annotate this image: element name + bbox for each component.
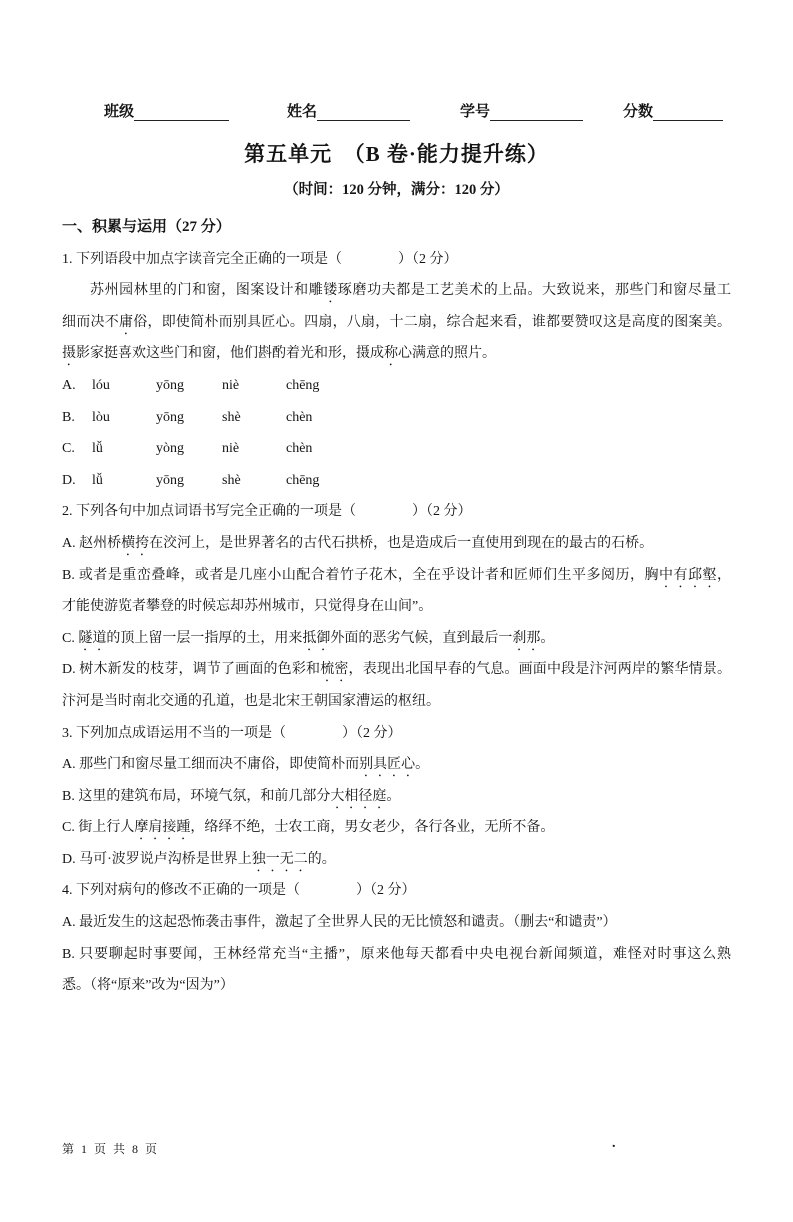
emphasized-text: 独一无二 (251, 851, 308, 867)
text-run: 。 (386, 788, 401, 804)
q1-stem: 1. 下列语段中加点字读音完全正确的一项是（ ）（2 分） (62, 251, 458, 267)
paper-title: 第五单元 （B 卷·能力提升练） (244, 142, 549, 166)
emphasized-text: 中有邱壑 (658, 567, 717, 583)
text-run: C. 街上行人 (62, 820, 135, 836)
q3-stem: 3. 下列加点成语运用不当的一项是（ ）（2 分） (62, 725, 402, 741)
score-blank (653, 104, 723, 121)
emphasized-text: 抵御 (302, 630, 331, 646)
score-label: 分数 (623, 104, 654, 120)
q2-option-a (62, 528, 731, 560)
page (62, 100, 731, 1002)
option-label: A. (62, 377, 76, 393)
q1-option-b (62, 402, 731, 434)
q2-option-d-line-2 (62, 686, 731, 718)
emphasized-text: 庸 (118, 314, 134, 330)
text-run: 在洨河上，是世界著名的古代石拱桥，也是造成后一直使用到现在的最古的石桥。 (149, 535, 654, 551)
class-field (104, 100, 229, 121)
text-run: 琢磨功夫都是工艺美术的上品。大致说来，那些门和窗尽量工 (337, 283, 732, 299)
emphasized-text: 大相径庭 (330, 788, 387, 804)
pinyin-cell: yōng (156, 409, 184, 425)
q3-option-b (62, 781, 731, 813)
emphasized-text: 镂 (323, 283, 338, 299)
pinyin-cell: chèn (286, 441, 313, 457)
name-label: 姓名 (287, 104, 318, 120)
emphasized-text: 梳密 (320, 662, 349, 678)
q2-option-b-line-2 (62, 591, 731, 623)
student-id-blank (490, 104, 583, 121)
pinyin-cell: lòu (92, 409, 110, 425)
q2-option-d-line-1 (62, 654, 731, 686)
paper-subtitle: （时间：120 分钟，满分：120 分） (284, 182, 509, 198)
q1-passage-line-3 (62, 338, 731, 370)
pinyin-cell: chēng (286, 472, 320, 488)
name-blank (317, 104, 410, 121)
text-run: A. 那些门和窗尽量工细而决不庸俗，即使简朴而 (62, 757, 360, 773)
emphasized-text: 横挎 (121, 535, 150, 551)
text-run: 外面的恶劣气候，直到最后一 (330, 630, 513, 646)
student-id-label: 学号 (460, 104, 491, 120)
text-run: D. 树木新发的枝芽，调节了画面的色彩和 (62, 662, 321, 678)
text-run: B. 这里的建筑布局，环境气氛，和前几部分 (62, 788, 331, 804)
option-label: C. (62, 441, 75, 457)
pinyin-cell: shè (222, 409, 241, 425)
class-label: 班级 (104, 104, 135, 120)
text-run: 的顶上留一层一指厚的土，用来 (106, 630, 303, 646)
pinyin-cell: niè (222, 377, 240, 393)
pinyin-cell: yōng (156, 472, 184, 488)
text-run: A. 赵州桥 (62, 535, 122, 551)
text-run: 悉。（将“原来”改为“因为”） (62, 978, 234, 994)
text-run: 心满意的照片。 (398, 346, 496, 362)
q4-stem: 4. 下列对病句的修改不正确的一项是（ ）（2 分） (62, 883, 416, 899)
pinyin-cell: yòng (156, 441, 184, 457)
pinyin-cell: chēng (286, 377, 320, 393)
class-blank (134, 104, 229, 121)
text-run: ，表现出北国早春的气息。画面中段是汴河两岸的繁华情景。 (348, 662, 732, 678)
emphasized-text: 称 (384, 346, 398, 362)
header-fillin-row (62, 100, 731, 121)
text-run: 才能使游览者攀登的时候忘却苏州城市，只觉得身在山间”。 (62, 599, 433, 615)
stray-dot: . (612, 1136, 616, 1151)
text-run: ，络绎不绝，士农工商，男女老少，各行各业，无所不备。 (190, 820, 555, 836)
text-run: D. 马可·波罗说卢沟桥是世界上 (62, 851, 252, 867)
q1-option-c (62, 433, 731, 465)
text-run: B. 或者是重峦叠峰，或者是几座小山配合着竹子花木，全在乎设计者和匠师们生平多阅历，胸 (62, 567, 659, 583)
pinyin-cell: yōng (156, 377, 184, 393)
pinyin-cell: shè (222, 472, 241, 488)
option-label: D. (62, 472, 76, 488)
q1-passage-line-1 (62, 275, 731, 307)
text-run: 细而决不 (62, 314, 119, 330)
emphasized-text: 刹那 (512, 630, 541, 646)
page-number: 第 1 页 共 8 页 (62, 1142, 160, 1156)
emphasized-text: 摩肩接踵 (134, 820, 191, 836)
emphasized-text: 隧道 (78, 630, 107, 646)
text-run: 。 (540, 630, 555, 646)
pinyin-cell: chèn (286, 409, 313, 425)
q3-option-a (62, 749, 731, 781)
text-run: C. (62, 630, 79, 646)
q1-option-d (62, 465, 731, 497)
text-run: B. 只要聊起时事要闻，王林经常充当“主播”，原来他每天都看中央电视台新闻频道，难怪对时事这么熟 (62, 946, 731, 962)
section-heading: 一、积累与运用（27 分） (62, 219, 231, 235)
pinyin-cell: lǚ (92, 472, 103, 488)
q1-option-a (62, 370, 731, 402)
option-label: B. (62, 409, 75, 425)
q2-option-c (62, 623, 731, 655)
q3-option-d (62, 844, 731, 876)
text-run: 。 (415, 757, 430, 773)
q2-stem: 2. 下列各句中加点词语书写完全正确的一项是（ ）（2 分） (62, 504, 472, 520)
text-run: 汴河是当时南北交通的孔道，也是北宋王朝国家漕运的枢纽。 (62, 693, 440, 709)
text-run: 的。 (307, 851, 336, 867)
emphasized-text: 摄 (62, 346, 76, 362)
name-field (287, 100, 410, 121)
text-run: A. 最近发生的这起恐怖袭击事件，激起了全世界人民的无比愤怒和谴责。（删去“和谴责”） (62, 915, 617, 931)
score-field (623, 100, 723, 121)
q1-passage-line-2 (62, 307, 731, 339)
q4-option-a (62, 907, 731, 939)
q4-option-b-line-1 (62, 939, 731, 971)
text-run: 俗，即使简朴而别具匠心。四扇，八扇，十二扇，综合起来看，谁都要赞叹这是高度的图案美。 (133, 314, 732, 330)
pinyin-cell: niè (222, 441, 240, 457)
student-id-field (460, 100, 583, 121)
text-run: 苏州园林里的门和窗，图案设计和雕 (90, 283, 324, 299)
text-run: 影家挺喜欢这些门和窗，他们斟酌着光和形，摄成 (76, 346, 384, 362)
q2-option-b-line-1 (62, 560, 731, 592)
q4-option-b-line-2 (62, 970, 731, 1002)
pinyin-cell: lǚ (92, 441, 103, 457)
text-run: ， (717, 567, 731, 583)
pinyin-cell: lóu (92, 377, 110, 393)
q3-option-c (62, 812, 731, 844)
emphasized-text: 别具匠心 (359, 757, 416, 773)
document-body (62, 212, 731, 1002)
